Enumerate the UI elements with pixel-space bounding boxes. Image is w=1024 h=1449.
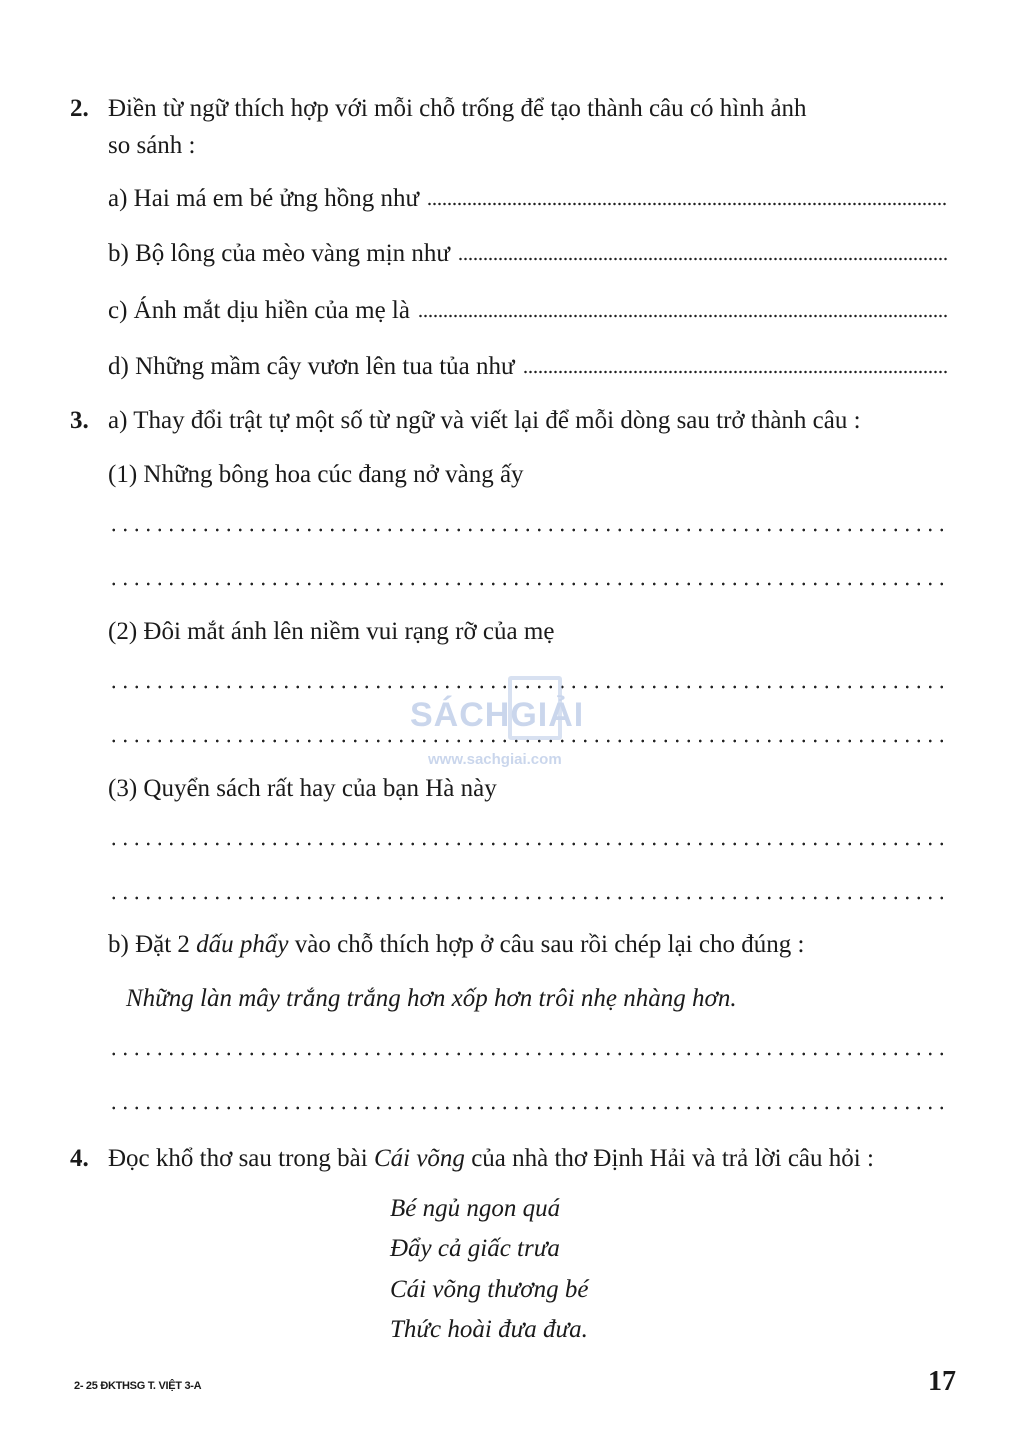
q4-prompt-before: Đọc khổ thơ sau trong bài — [108, 1145, 374, 1172]
answer-line[interactable] — [108, 527, 948, 533]
q3-sentence-3: (3) Quyển sách rất hay của bạn Hà này — [108, 775, 497, 802]
answer-line[interactable] — [108, 1051, 948, 1057]
footer-code: 2- 25 ĐKTHSG T. VIỆT 3-A — [74, 1380, 202, 1392]
q3-sentence-1: (1) Những bông hoa cúc đang nở vàng ấy — [108, 461, 524, 488]
q3-part-b-after: vào chỗ thích hợp ở câu sau rồi chép lại cho đúng : — [288, 931, 805, 958]
q2-item-a-text: a) Hai má em bé ửng hồng như — [108, 185, 420, 212]
q2-item-c — [108, 294, 948, 328]
poem-line: Cái võng thương bé — [390, 1276, 589, 1303]
q2-item-d-text: d) Những mầm cây vươn lên tua tủa như — [108, 353, 515, 380]
answer-blank[interactable] — [458, 256, 948, 262]
q3-number: 3. — [70, 407, 89, 434]
q2-item-d — [108, 350, 948, 384]
page-number: 17 — [928, 1366, 956, 1397]
q2-prompt-line1 — [70, 92, 948, 126]
answer-blank[interactable] — [523, 369, 948, 375]
q3-part-b-italic: dấu phẩy — [196, 931, 289, 958]
watermark-brand: SÁCHGIẢI — [410, 696, 585, 734]
answer-blank[interactable] — [418, 313, 948, 319]
q2-prompt-line2: so sánh : — [108, 132, 196, 159]
q3-part-b-sentence: Những làn mây trắng trắng hơn xốp hơn trôi nhẹ nhàng hơn. — [126, 985, 737, 1012]
q3-part-a-prompt — [70, 404, 948, 438]
q4-prompt-after: của nhà thơ Định Hải và trả lời câu hỏi : — [464, 1145, 874, 1172]
q3-part-b-prompt — [108, 928, 948, 962]
poem-line: Thức hoài đưa đưa. — [390, 1316, 588, 1343]
q4-prompt — [70, 1142, 948, 1176]
q2-item-b — [108, 237, 948, 271]
q2-prompt-text: Điền từ ngữ thích hợp với mỗi chỗ trống để tạo thành câu có hình ảnh — [108, 95, 807, 122]
answer-line[interactable] — [108, 895, 948, 901]
answer-line[interactable] — [108, 1105, 948, 1111]
q3-part-b-before: b) Đặt 2 — [108, 931, 197, 958]
q2-item-b-text: b) Bộ lông của mèo vàng mịn như — [108, 240, 450, 267]
answer-blank[interactable] — [427, 201, 948, 207]
q4-number: 4. — [70, 1145, 89, 1172]
watermark-url: www.sachgiai.com — [428, 751, 562, 768]
q2-number: 2. — [70, 95, 89, 122]
answer-line[interactable] — [108, 841, 948, 847]
q4-prompt-italic: Cái võng — [373, 1145, 465, 1172]
poem-line: Đẩy cả giấc trưa — [390, 1235, 560, 1262]
watermark — [410, 676, 620, 776]
q2-item-c-text: c) Ánh mắt dịu hiền của mẹ là — [108, 297, 410, 324]
poem-line: Bé ngủ ngon quá — [390, 1195, 561, 1222]
q2-item-a — [108, 182, 948, 216]
answer-line[interactable] — [108, 581, 948, 587]
q3-part-a-text: a) Thay đổi trật tự một số từ ngữ và viết lại để mỗi dòng sau trở thành câu : — [108, 407, 861, 434]
q3-sentence-2: (2) Đôi mắt ánh lên niềm vui rạng rỡ của mẹ — [108, 618, 555, 645]
